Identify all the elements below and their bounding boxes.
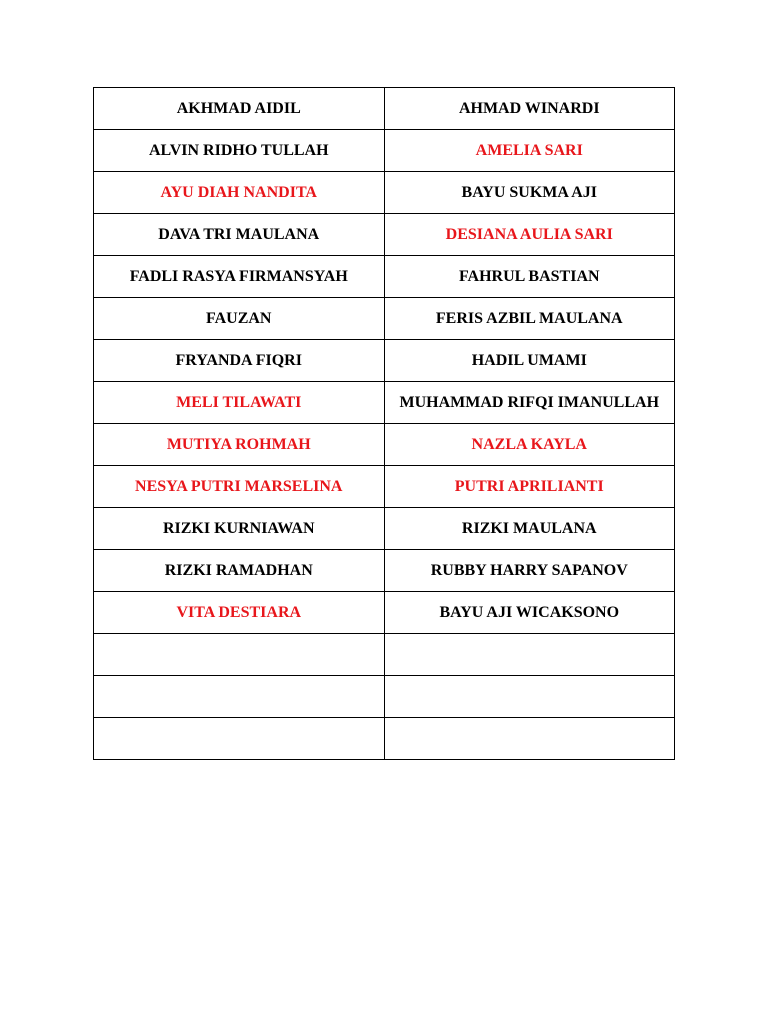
table-row [94, 550, 675, 592]
table-row [94, 466, 675, 508]
name-cell: AKHMAD AIDIL [94, 88, 385, 130]
name-cell: FERIS AZBIL MAULANA [384, 298, 675, 340]
table-row [94, 718, 675, 760]
name-cell: FRYANDA FIQRI [94, 340, 385, 382]
name-cell: MUTIYA ROHMAH [94, 424, 385, 466]
table-row [94, 424, 675, 466]
name-cell: AMELIA SARI [384, 130, 675, 172]
name-cell: NAZLA KAYLA [384, 424, 675, 466]
name-cell: NESYA PUTRI MARSELINA [94, 466, 385, 508]
table-row [94, 214, 675, 256]
empty-cell [94, 718, 385, 760]
name-cell: DAVA TRI MAULANA [94, 214, 385, 256]
name-cell: RUBBY HARRY SAPANOV [384, 550, 675, 592]
table-row [94, 256, 675, 298]
name-cell: ALVIN RIDHO TULLAH [94, 130, 385, 172]
table-row [94, 634, 675, 676]
table-row [94, 298, 675, 340]
name-table [93, 87, 675, 760]
name-cell: RIZKI MAULANA [384, 508, 675, 550]
table-row [94, 88, 675, 130]
name-cell: MUHAMMAD RIFQI IMANULLAH [384, 382, 675, 424]
empty-cell [94, 634, 385, 676]
name-cell: RIZKI RAMADHAN [94, 550, 385, 592]
name-cell: DESIANA AULIA SARI [384, 214, 675, 256]
name-cell: HADIL UMAMI [384, 340, 675, 382]
name-cell: FAUZAN [94, 298, 385, 340]
table-row [94, 130, 675, 172]
name-cell: PUTRI APRILIANTI [384, 466, 675, 508]
table-row [94, 172, 675, 214]
name-cell: VITA DESTIARA [94, 592, 385, 634]
empty-cell [94, 676, 385, 718]
table-body [94, 88, 675, 760]
name-cell: FAHRUL BASTIAN [384, 256, 675, 298]
empty-cell [384, 718, 675, 760]
table-row [94, 382, 675, 424]
table-row [94, 592, 675, 634]
name-cell: BAYU SUKMA AJI [384, 172, 675, 214]
name-cell: AYU DIAH NANDITA [94, 172, 385, 214]
name-cell: AHMAD WINARDI [384, 88, 675, 130]
table-row [94, 508, 675, 550]
table-row [94, 676, 675, 718]
name-cell: RIZKI KURNIAWAN [94, 508, 385, 550]
name-cell: MELI TILAWATI [94, 382, 385, 424]
empty-cell [384, 676, 675, 718]
name-cell: FADLI RASYA FIRMANSYAH [94, 256, 385, 298]
table-row [94, 340, 675, 382]
name-cell: BAYU AJI WICAKSONO [384, 592, 675, 634]
empty-cell [384, 634, 675, 676]
